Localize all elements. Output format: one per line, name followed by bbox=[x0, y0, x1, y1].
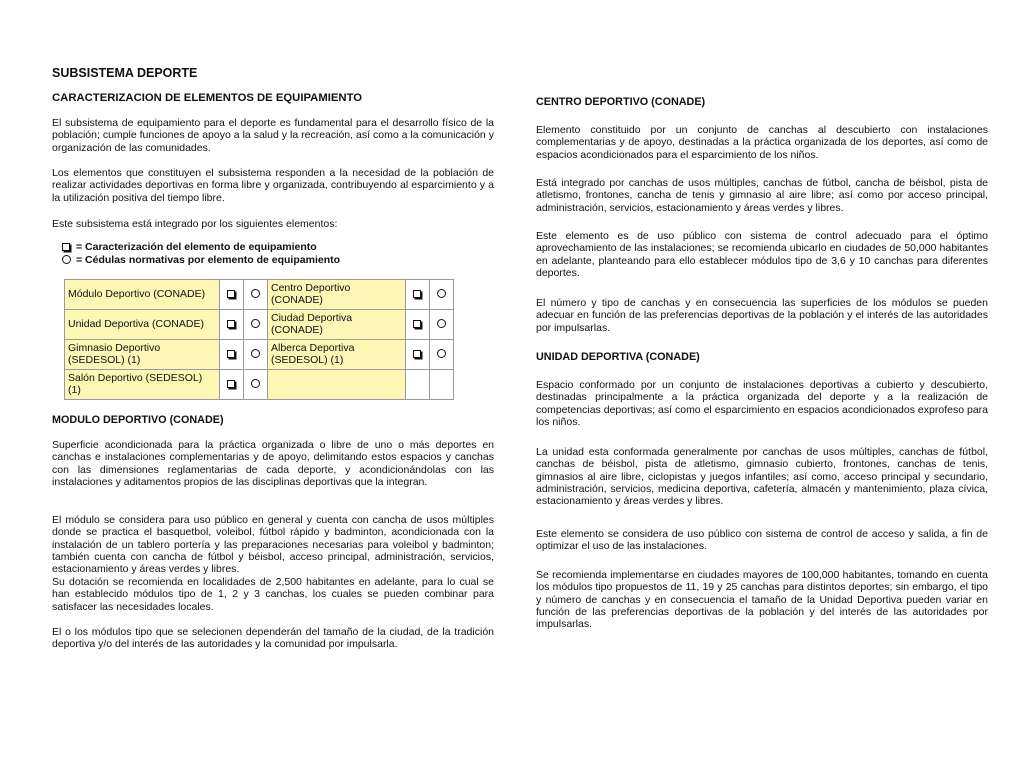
elements-table bbox=[64, 279, 454, 400]
legend-label-characterization: = Caracterización del elemento de equipamiento bbox=[76, 241, 317, 253]
table-row bbox=[65, 280, 454, 310]
checkbox-icon bbox=[62, 243, 70, 251]
checkbox-icon bbox=[227, 320, 235, 328]
circle-icon bbox=[437, 289, 446, 298]
element-check-cell bbox=[220, 370, 244, 400]
modulo-paragraph-1: Superficie acondicionada para la práctica organizada o libre de uno o más deportes en canchas e instalaciones complementarias y de apoyo, delimitando estos espacios y canchas con las dimensiones reglamentarias de cada deporte, y acondicionándolas con las instalaciones y aditamentos propios de las disciplinas deportivas que la integran. bbox=[52, 439, 494, 488]
unidad-paragraph-2: La unidad esta conformada generalmente por canchas de usos múltiples, canchas de fútbol, canchas de béisbol, pista de atletismo, gimnasio cubierto, frontones, canchas de tenis, gimnasios al aire libre, ciclopistas y juegos infantiles; así como, acceso principal y secundario, administración, servicios, medicina deportiva, cafetería, almacén y mantenimiento, plaza cívica, estacionamiento y áreas verdes y libres. bbox=[536, 446, 988, 508]
checkbox-icon bbox=[413, 350, 421, 358]
element-check-cell bbox=[244, 310, 268, 340]
centro-paragraph-1: Elemento constituido por un conjunto de canchas al descubierto con instalaciones complementarias y de apoyo, destinadas a la práctica organizada de los deportes, así como de espacios acondicionados para el esparcimiento de los niños. bbox=[536, 124, 988, 161]
legend-row-cedulas bbox=[62, 254, 340, 267]
table-row bbox=[65, 310, 454, 340]
section-title-modulo: MODULO DEPORTIVO (CONADE) bbox=[52, 414, 224, 426]
legend bbox=[62, 241, 340, 266]
element-check-cell bbox=[406, 280, 430, 310]
element-check-cell bbox=[406, 340, 430, 370]
empty-cell bbox=[268, 370, 406, 400]
modulo-paragraph-3: Su dotación se recomienda en localidades de 2,500 habitantes en adelante, para lo cual se han establecido módulos tipo de 1, 2 y 3 canchas, los cuales se pueden combinar para satisfacer las necesidades locales. bbox=[52, 576, 494, 613]
element-name-cell: Salón Deportivo (SEDESOL) (1) bbox=[65, 370, 220, 400]
circle-icon bbox=[62, 255, 71, 264]
checkbox-icon bbox=[227, 380, 235, 388]
page-subtitle: CARACTERIZACION DE ELEMENTOS DE EQUIPAMIENTO bbox=[52, 92, 363, 104]
circle-icon bbox=[251, 379, 260, 388]
unidad-paragraph-3: Este elemento se considera de uso público con sistema de control de acceso y salida, a fin de optimizar el uso de las instalaciones. bbox=[536, 528, 988, 553]
empty-cell bbox=[430, 370, 454, 400]
element-name-cell: Unidad Deportiva (CONADE) bbox=[65, 310, 220, 340]
empty-cell bbox=[406, 370, 430, 400]
unidad-paragraph-1: Espacio conformado por un conjunto de instalaciones deportivas a cubierto y descubierto, destinadas principalmente a la práctica organizada del deporte y a la realización de competencias deportivas; así como el esparcimiento en espacios acondicionados exprofeso para los niños. bbox=[536, 379, 988, 428]
checkbox-icon bbox=[413, 320, 421, 328]
modulo-paragraph-4: El o los módulos tipo que se selecionen dependerán del tamaño de la ciudad, de la tradición deportiva y/o del interés de las autoridades y la comunidad por impulsarla. bbox=[52, 626, 494, 651]
unidad-paragraph-4: Se recomienda implementarse en ciudades mayores de 100,000 habitantes, tomando en cuenta los módulos tipo propuestos de 11, 19 y 25 canchas para distintos deportes; sin embargo, el tipo y número de canchas y en consecuencia el tamaño de la Unidad Deportiva pueden variar en función de las preferencias deportivas de la población y del interés de las autoridades por impulsarlas. bbox=[536, 569, 988, 631]
circle-icon bbox=[251, 319, 260, 328]
element-check-cell bbox=[244, 340, 268, 370]
intro-paragraph-3: Este subsistema está integrado por los siguientes elementos: bbox=[52, 218, 338, 230]
element-check-cell bbox=[430, 280, 454, 310]
modulo-paragraph-2: El módulo se considera para uso público en general y cuenta con cancha de usos múltiples donde se practica el basquetbol, voleibol, fútbol rápido y badminton, acondicionada con la instalación de un tablero portería y las preparaciones necesarias para voleibol y badminton; también cuenta con cancha de fútbol y béisbol, acceso principal, administración, servicios, estacionamiento y áreas verdes y libres. bbox=[52, 514, 494, 576]
element-name-cell: Gimnasio Deportivo (SEDESOL) (1) bbox=[65, 340, 220, 370]
element-check-cell bbox=[220, 310, 244, 340]
element-name-cell: Módulo Deportivo (CONADE) bbox=[65, 280, 220, 310]
legend-label-cedulas: = Cédulas normativas por elemento de equipamiento bbox=[76, 253, 341, 266]
intro-paragraph-1: El subsistema de equipamiento para el deporte es fundamental para el desarrollo físico de la población; cumple funciones de apoyo a la salud y la recreación, así como a la comunicación y organización de las comunidades. bbox=[52, 117, 494, 154]
element-check-cell bbox=[430, 310, 454, 340]
checkbox-icon bbox=[227, 290, 235, 298]
element-check-cell bbox=[244, 280, 268, 310]
section-title-centro: CENTRO DEPORTIVO (CONADE) bbox=[536, 96, 706, 108]
element-check-cell bbox=[220, 280, 244, 310]
table-row bbox=[65, 340, 454, 370]
element-check-cell bbox=[220, 340, 244, 370]
circle-icon bbox=[251, 349, 260, 358]
element-name-cell: Ciudad Deportiva (CONADE) bbox=[268, 310, 406, 340]
intro-paragraph-2: Los elementos que constituyen el subsistema responden a la necesidad de la población de realizar actividades deportivas en forma libre y organizada, contribuyendo al esparcimiento y a la utilización positiva del tiempo libre. bbox=[52, 167, 494, 204]
circle-icon bbox=[251, 289, 260, 298]
element-name-cell: Alberca Deportiva (SEDESOL) (1) bbox=[268, 340, 406, 370]
legend-row-characterization bbox=[62, 241, 340, 254]
element-check-cell bbox=[406, 310, 430, 340]
centro-paragraph-2: Está integrado por canchas de usos múltiples, canchas de fútbol, cancha de béisbol, pista de atletismo, frontones, cancha de tenis y gimnasio al aire libre; así como por acceso principal, administración, servicios, estacionamiento y áreas verdes y libres. bbox=[536, 177, 988, 214]
section-title-unidad: UNIDAD DEPORTIVA (CONADE) bbox=[536, 351, 700, 363]
checkbox-icon bbox=[413, 290, 421, 298]
centro-paragraph-3: Este elemento es de uso público con sistema de control adecuado para el óptimo aprovechamiento de las instalaciones; se recomienda ubicarlo en ciudades de 50,000 habitantes en adelante, planteando para ello establecer módulos tipo de 3,6 y 10 canchas para diferentes deportes. bbox=[536, 230, 988, 279]
circle-icon bbox=[437, 319, 446, 328]
element-name-cell: Centro Deportivo (CONADE) bbox=[268, 280, 406, 310]
circle-icon bbox=[437, 349, 446, 358]
centro-paragraph-4: El número y tipo de canchas y en consecuencia las superficies de los módulos se pueden adecuar en función de las preferencias deportivas de la población y el interés de las autoridades por impulsarlas. bbox=[536, 297, 988, 334]
page-title: SUBSISTEMA DEPORTE bbox=[52, 66, 198, 80]
element-check-cell bbox=[430, 340, 454, 370]
checkbox-icon bbox=[227, 350, 235, 358]
table-row bbox=[65, 370, 454, 400]
element-check-cell bbox=[244, 370, 268, 400]
